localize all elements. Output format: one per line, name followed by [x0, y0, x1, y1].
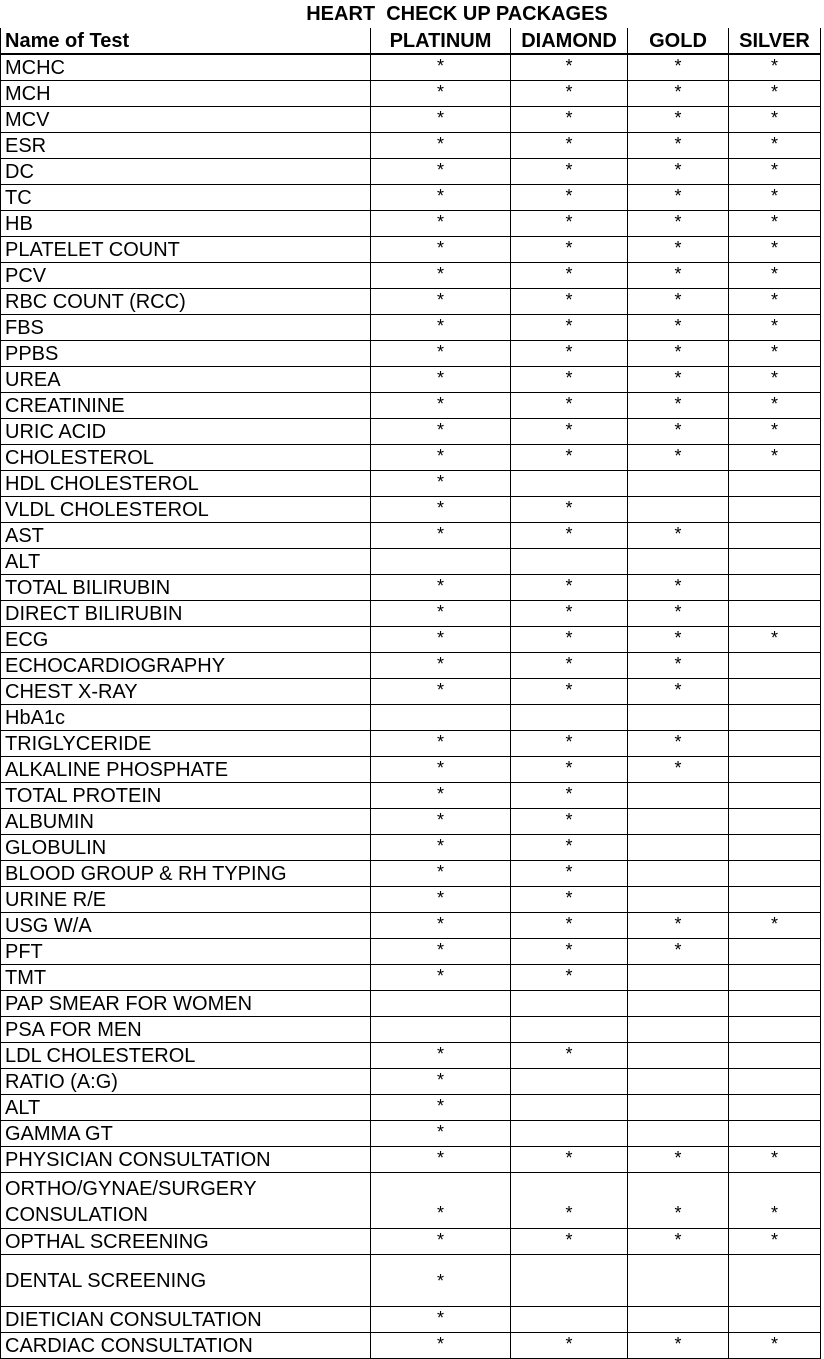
table-row — [1, 1043, 821, 1069]
diamond-mark-cell: * — [511, 913, 628, 939]
table-row — [1, 54, 821, 81]
table-row — [1, 783, 821, 809]
tests-body — [1, 54, 821, 1359]
platinum-mark-cell: * — [371, 185, 511, 211]
gold-mark-cell — [628, 965, 729, 991]
silver-mark-cell — [729, 549, 821, 575]
test-name-cell: USG W/A — [1, 913, 371, 939]
diamond-mark-cell — [511, 471, 628, 497]
test-name-cell: UREA — [1, 367, 371, 393]
platinum-mark-cell: * — [371, 367, 511, 393]
silver-mark-cell: * — [729, 263, 821, 289]
silver-mark-cell: * — [729, 1173, 821, 1229]
silver-mark-cell: * — [729, 1147, 821, 1173]
platinum-mark-cell: * — [371, 54, 511, 81]
test-name-cell: URIC ACID — [1, 419, 371, 445]
diamond-mark-cell — [511, 1017, 628, 1043]
gold-mark-cell — [628, 861, 729, 887]
platinum-mark-cell: * — [371, 393, 511, 419]
diamond-mark-cell: * — [511, 965, 628, 991]
gold-mark-cell: * — [628, 54, 729, 81]
diamond-mark-cell: * — [511, 419, 628, 445]
silver-mark-cell — [729, 991, 821, 1017]
gold-mark-cell: * — [628, 1333, 729, 1359]
header-row — [1, 28, 821, 54]
table-row — [1, 1255, 821, 1307]
table-row — [1, 549, 821, 575]
table-row — [1, 1307, 821, 1333]
table-row — [1, 133, 821, 159]
table-row — [1, 159, 821, 185]
diamond-mark-cell: * — [511, 1147, 628, 1173]
test-name-cell: TRIGLYCERIDE — [1, 731, 371, 757]
diamond-mark-cell: * — [511, 367, 628, 393]
test-name-cell: PLATELET COUNT — [1, 237, 371, 263]
table-row — [1, 1069, 821, 1095]
test-name-cell: TMT — [1, 965, 371, 991]
silver-mark-cell — [729, 809, 821, 835]
platinum-mark-cell: * — [371, 523, 511, 549]
gold-mark-cell: * — [628, 1229, 729, 1255]
test-name-cell: MCHC — [1, 54, 371, 81]
test-name-cell: MCH — [1, 81, 371, 107]
silver-mark-cell — [729, 887, 821, 913]
silver-mark-cell: * — [729, 1333, 821, 1359]
gold-mark-cell — [628, 471, 729, 497]
silver-mark-cell — [729, 1307, 821, 1333]
diamond-mark-cell: * — [511, 289, 628, 315]
silver-mark-cell — [729, 1069, 821, 1095]
test-name-cell: ALT — [1, 1095, 371, 1121]
test-name-cell: MCV — [1, 107, 371, 133]
diamond-mark-cell: * — [511, 835, 628, 861]
test-name-cell: RATIO (A:G) — [1, 1069, 371, 1095]
test-name-cell: BLOOD GROUP & RH TYPING — [1, 861, 371, 887]
gold-mark-cell: * — [628, 185, 729, 211]
test-name-cell: LDL CHOLESTEROL — [1, 1043, 371, 1069]
table-row — [1, 341, 821, 367]
silver-mark-cell — [729, 1255, 821, 1307]
platinum-mark-cell: * — [371, 419, 511, 445]
platinum-mark-cell: * — [371, 1095, 511, 1121]
test-name-cell: DIETICIAN CONSULTATION — [1, 1307, 371, 1333]
platinum-mark-cell: * — [371, 939, 511, 965]
gold-mark-cell: * — [628, 81, 729, 107]
silver-mark-cell: * — [729, 237, 821, 263]
platinum-mark-cell: * — [371, 1173, 511, 1229]
silver-mark-cell — [729, 653, 821, 679]
silver-mark-cell: * — [729, 159, 821, 185]
test-name-cell: ALT — [1, 549, 371, 575]
silver-mark-cell — [729, 1043, 821, 1069]
table-row — [1, 523, 821, 549]
gold-mark-cell: * — [628, 679, 729, 705]
silver-mark-cell — [729, 939, 821, 965]
gold-mark-cell: * — [628, 237, 729, 263]
test-name-cell: PPBS — [1, 341, 371, 367]
test-name-cell: DC — [1, 159, 371, 185]
platinum-mark-cell: * — [371, 913, 511, 939]
platinum-mark-cell: * — [371, 1147, 511, 1173]
diamond-mark-cell: * — [511, 731, 628, 757]
test-name-cell: TOTAL PROTEIN — [1, 783, 371, 809]
table-row — [1, 1095, 821, 1121]
diamond-mark-cell: * — [511, 1333, 628, 1359]
diamond-mark-cell: * — [511, 523, 628, 549]
platinum-mark-cell: * — [371, 107, 511, 133]
gold-mark-cell: * — [628, 1173, 729, 1229]
table-row — [1, 1017, 821, 1043]
diamond-mark-cell: * — [511, 341, 628, 367]
column-header-silver: SILVER — [729, 28, 821, 54]
table-row — [1, 1173, 821, 1229]
gold-mark-cell — [628, 835, 729, 861]
table-row — [1, 471, 821, 497]
table-row — [1, 1333, 821, 1359]
diamond-mark-cell: * — [511, 393, 628, 419]
diamond-mark-cell: * — [511, 315, 628, 341]
silver-mark-cell — [729, 835, 821, 861]
silver-mark-cell: * — [729, 341, 821, 367]
platinum-mark-cell: * — [371, 627, 511, 653]
silver-mark-cell — [729, 1121, 821, 1147]
diamond-mark-cell — [511, 705, 628, 731]
table-row — [1, 809, 821, 835]
gold-mark-cell: * — [628, 133, 729, 159]
test-name-cell: PCV — [1, 263, 371, 289]
test-name-cell: ECG — [1, 627, 371, 653]
diamond-mark-cell: * — [511, 809, 628, 835]
silver-mark-cell — [729, 679, 821, 705]
diamond-mark-cell: * — [511, 263, 628, 289]
platinum-mark-cell: * — [371, 289, 511, 315]
table-row — [1, 653, 821, 679]
test-name-cell: ESR — [1, 133, 371, 159]
table-row — [1, 419, 821, 445]
test-name-cell: ORTHO/GYNAE/SURGERY CONSULATION — [1, 1173, 371, 1229]
gold-mark-cell: * — [628, 757, 729, 783]
diamond-mark-cell: * — [511, 575, 628, 601]
platinum-mark-cell: * — [371, 887, 511, 913]
table-row — [1, 237, 821, 263]
gold-mark-cell: * — [628, 419, 729, 445]
silver-mark-cell: * — [729, 107, 821, 133]
platinum-mark-cell: * — [371, 575, 511, 601]
gold-mark-cell: * — [628, 627, 729, 653]
silver-mark-cell: * — [729, 133, 821, 159]
table-row — [1, 497, 821, 523]
platinum-mark-cell: * — [371, 601, 511, 627]
table-row — [1, 445, 821, 471]
silver-mark-cell: * — [729, 445, 821, 471]
gold-mark-cell — [628, 991, 729, 1017]
table-row — [1, 81, 821, 107]
gold-mark-cell — [628, 1043, 729, 1069]
platinum-mark-cell: * — [371, 783, 511, 809]
silver-mark-cell — [729, 575, 821, 601]
silver-mark-cell: * — [729, 185, 821, 211]
gold-mark-cell: * — [628, 575, 729, 601]
diamond-mark-cell: * — [511, 211, 628, 237]
silver-mark-cell: * — [729, 81, 821, 107]
gold-mark-cell: * — [628, 393, 729, 419]
silver-mark-cell: * — [729, 289, 821, 315]
diamond-mark-cell: * — [511, 679, 628, 705]
platinum-mark-cell: * — [371, 497, 511, 523]
platinum-mark-cell: * — [371, 315, 511, 341]
silver-mark-cell: * — [729, 211, 821, 237]
test-name-cell: RBC COUNT (RCC) — [1, 289, 371, 315]
platinum-mark-cell: * — [371, 133, 511, 159]
silver-mark-cell — [729, 731, 821, 757]
platinum-mark-cell: * — [371, 341, 511, 367]
platinum-mark-cell: * — [371, 835, 511, 861]
diamond-mark-cell — [511, 1121, 628, 1147]
test-name-cell: ALKALINE PHOSPHATE — [1, 757, 371, 783]
platinum-mark-cell — [371, 1017, 511, 1043]
gold-mark-cell: * — [628, 601, 729, 627]
table-row — [1, 679, 821, 705]
table-row — [1, 861, 821, 887]
platinum-mark-cell: * — [371, 861, 511, 887]
table-row — [1, 965, 821, 991]
test-name-cell: CHEST X-RAY — [1, 679, 371, 705]
platinum-mark-cell: * — [371, 471, 511, 497]
gold-mark-cell: * — [628, 315, 729, 341]
diamond-mark-cell: * — [511, 939, 628, 965]
table-row — [1, 627, 821, 653]
diamond-mark-cell: * — [511, 861, 628, 887]
gold-mark-cell: * — [628, 107, 729, 133]
platinum-mark-cell: * — [371, 809, 511, 835]
gold-mark-cell — [628, 705, 729, 731]
gold-mark-cell — [628, 887, 729, 913]
silver-mark-cell: * — [729, 913, 821, 939]
diamond-mark-cell: * — [511, 783, 628, 809]
gold-mark-cell: * — [628, 913, 729, 939]
gold-mark-cell: * — [628, 263, 729, 289]
test-name-cell: HB — [1, 211, 371, 237]
gold-mark-cell — [628, 1017, 729, 1043]
silver-mark-cell: * — [729, 54, 821, 81]
diamond-mark-cell: * — [511, 159, 628, 185]
column-header-name: Name of Test — [1, 28, 371, 54]
gold-mark-cell — [628, 1069, 729, 1095]
platinum-mark-cell: * — [371, 965, 511, 991]
platinum-mark-cell: * — [371, 1069, 511, 1095]
diamond-mark-cell: * — [511, 497, 628, 523]
diamond-mark-cell: * — [511, 185, 628, 211]
diamond-mark-cell: * — [511, 445, 628, 471]
test-name-cell: GLOBULIN — [1, 835, 371, 861]
diamond-mark-cell: * — [511, 887, 628, 913]
platinum-mark-cell: * — [371, 237, 511, 263]
test-name-cell: PSA FOR MEN — [1, 1017, 371, 1043]
table-row — [1, 575, 821, 601]
gold-mark-cell: * — [628, 445, 729, 471]
test-name-cell: CREATININE — [1, 393, 371, 419]
table-row — [1, 315, 821, 341]
gold-mark-cell — [628, 549, 729, 575]
table-row — [1, 185, 821, 211]
platinum-mark-cell: * — [371, 1121, 511, 1147]
test-name-cell: DENTAL SCREENING — [1, 1255, 371, 1307]
test-name-cell: URINE R/E — [1, 887, 371, 913]
column-header-diamond: DIAMOND — [511, 28, 628, 54]
test-name-cell: OPTHAL SCREENING — [1, 1229, 371, 1255]
platinum-mark-cell: * — [371, 1043, 511, 1069]
table-row — [1, 939, 821, 965]
silver-mark-cell — [729, 1017, 821, 1043]
page-title: HEART CHECK UP PACKAGES — [306, 3, 608, 25]
platinum-mark-cell: * — [371, 653, 511, 679]
table-row — [1, 705, 821, 731]
diamond-mark-cell: * — [511, 1043, 628, 1069]
gold-mark-cell: * — [628, 523, 729, 549]
silver-mark-cell — [729, 497, 821, 523]
test-name-cell: PAP SMEAR FOR WOMEN — [1, 991, 371, 1017]
test-name-cell: CHOLESTEROL — [1, 445, 371, 471]
test-name-cell: TOTAL BILIRUBIN — [1, 575, 371, 601]
diamond-mark-cell: * — [511, 1229, 628, 1255]
table-row — [1, 211, 821, 237]
gold-mark-cell — [628, 497, 729, 523]
platinum-mark-cell — [371, 549, 511, 575]
silver-mark-cell: * — [729, 627, 821, 653]
test-name-cell: VLDL CHOLESTEROL — [1, 497, 371, 523]
table-row — [1, 1229, 821, 1255]
diamond-mark-cell — [511, 1307, 628, 1333]
test-name-cell: HDL CHOLESTEROL — [1, 471, 371, 497]
table-row — [1, 991, 821, 1017]
silver-mark-cell: * — [729, 1229, 821, 1255]
silver-mark-cell — [729, 1095, 821, 1121]
test-name-cell: DIRECT BILIRUBIN — [1, 601, 371, 627]
gold-mark-cell: * — [628, 211, 729, 237]
diamond-mark-cell — [511, 991, 628, 1017]
diamond-mark-cell: * — [511, 757, 628, 783]
platinum-mark-cell: * — [371, 263, 511, 289]
platinum-mark-cell: * — [371, 1255, 511, 1307]
table-row — [1, 289, 821, 315]
packages-table — [0, 28, 821, 1359]
table-row — [1, 107, 821, 133]
gold-mark-cell: * — [628, 341, 729, 367]
silver-mark-cell — [729, 601, 821, 627]
diamond-mark-cell: * — [511, 601, 628, 627]
gold-mark-cell — [628, 1255, 729, 1307]
table-row — [1, 835, 821, 861]
diamond-mark-cell: * — [511, 237, 628, 263]
platinum-mark-cell — [371, 705, 511, 731]
platinum-mark-cell: * — [371, 159, 511, 185]
table-row — [1, 757, 821, 783]
gold-mark-cell: * — [628, 731, 729, 757]
column-header-gold: GOLD — [628, 28, 729, 54]
table-row — [1, 393, 821, 419]
diamond-mark-cell — [511, 549, 628, 575]
platinum-mark-cell: * — [371, 211, 511, 237]
gold-mark-cell — [628, 1307, 729, 1333]
silver-mark-cell — [729, 705, 821, 731]
test-name-cell: AST — [1, 523, 371, 549]
diamond-mark-cell: * — [511, 1173, 628, 1229]
diamond-mark-cell — [511, 1255, 628, 1307]
platinum-mark-cell: * — [371, 731, 511, 757]
table-row — [1, 367, 821, 393]
silver-mark-cell: * — [729, 315, 821, 341]
silver-mark-cell — [729, 523, 821, 549]
gold-mark-cell — [628, 809, 729, 835]
platinum-mark-cell: * — [371, 1229, 511, 1255]
diamond-mark-cell: * — [511, 54, 628, 81]
platinum-mark-cell: * — [371, 445, 511, 471]
table-row — [1, 731, 821, 757]
diamond-mark-cell: * — [511, 81, 628, 107]
platinum-mark-cell: * — [371, 1307, 511, 1333]
test-name-cell: PFT — [1, 939, 371, 965]
gold-mark-cell: * — [628, 367, 729, 393]
test-name-cell: ALBUMIN — [1, 809, 371, 835]
table-row — [1, 1147, 821, 1173]
test-name-cell: CARDIAC CONSULTATION — [1, 1333, 371, 1359]
table-row — [1, 887, 821, 913]
gold-mark-cell — [628, 1121, 729, 1147]
table-row — [1, 263, 821, 289]
silver-mark-cell — [729, 471, 821, 497]
gold-mark-cell: * — [628, 159, 729, 185]
gold-mark-cell: * — [628, 1147, 729, 1173]
test-name-cell: HbA1c — [1, 705, 371, 731]
gold-mark-cell: * — [628, 939, 729, 965]
platinum-mark-cell: * — [371, 757, 511, 783]
silver-mark-cell — [729, 861, 821, 887]
gold-mark-cell: * — [628, 653, 729, 679]
silver-mark-cell: * — [729, 419, 821, 445]
diamond-mark-cell — [511, 1069, 628, 1095]
diamond-mark-cell: * — [511, 653, 628, 679]
column-header-platinum: PLATINUM — [371, 28, 511, 54]
table-row — [1, 1121, 821, 1147]
silver-mark-cell — [729, 783, 821, 809]
silver-mark-cell — [729, 757, 821, 783]
test-name-cell: GAMMA GT — [1, 1121, 371, 1147]
platinum-mark-cell: * — [371, 81, 511, 107]
table-row — [1, 601, 821, 627]
gold-mark-cell — [628, 783, 729, 809]
test-name-cell: PHYSICIAN CONSULTATION — [1, 1147, 371, 1173]
gold-mark-cell — [628, 1095, 729, 1121]
test-name-cell: FBS — [1, 315, 371, 341]
platinum-mark-cell: * — [371, 1333, 511, 1359]
diamond-mark-cell: * — [511, 107, 628, 133]
platinum-mark-cell — [371, 991, 511, 1017]
diamond-mark-cell: * — [511, 133, 628, 159]
diamond-mark-cell — [511, 1095, 628, 1121]
diamond-mark-cell: * — [511, 627, 628, 653]
test-name-cell: TC — [1, 185, 371, 211]
test-name-cell: ECHOCARDIOGRAPHY — [1, 653, 371, 679]
table-row — [1, 913, 821, 939]
silver-mark-cell — [729, 965, 821, 991]
silver-mark-cell: * — [729, 393, 821, 419]
silver-mark-cell: * — [729, 367, 821, 393]
platinum-mark-cell: * — [371, 679, 511, 705]
gold-mark-cell: * — [628, 289, 729, 315]
